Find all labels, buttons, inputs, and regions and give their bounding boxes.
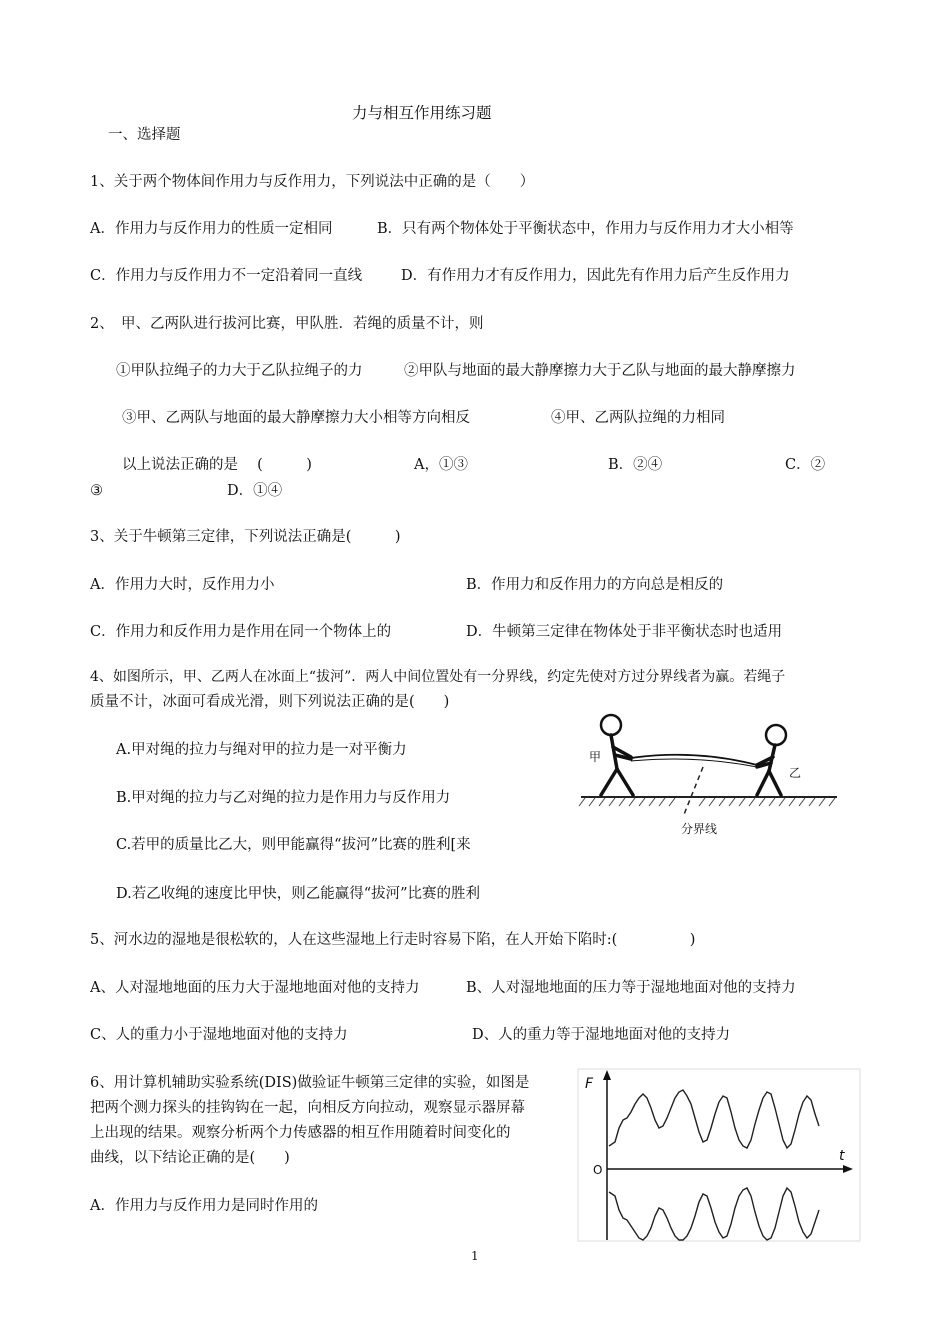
q4-option-c: C.若甲的质量比乙大，则甲能赢得“拔河”比赛的胜利[来 bbox=[116, 837, 471, 853]
q6-stem-line4: 曲线，以下结论正确的是( ) bbox=[90, 1150, 290, 1166]
q2-stem: 2、 甲、乙两队进行拔河比赛，甲队胜．若绳的质量不计，则 bbox=[90, 316, 484, 332]
q5-option-d: D、人的重力等于湿地地面对他的支持力 bbox=[472, 1027, 731, 1043]
tug-of-war-figure bbox=[575, 705, 841, 845]
q6-stem-line2: 把两个测力探头的挂钩钩在一起，向相反方向拉动，观察显示器屏幕 bbox=[90, 1100, 525, 1116]
q4-stem-line1: 4、如图所示，甲、乙两人在冰面上“拔河”．两人中间位置处有一分界线，约定先使对方过分界线者为赢。若绳子 bbox=[90, 669, 786, 685]
q2-option-b: B．②④ bbox=[608, 457, 663, 473]
figure-label-jia: 甲 bbox=[589, 750, 602, 764]
section-heading: 一、选择题 bbox=[108, 127, 181, 143]
y-axis-arrow-icon bbox=[603, 1070, 611, 1080]
q4-stem-line2: 质量不计，冰面可看成光滑，则下列说法正确的是( ) bbox=[90, 694, 450, 710]
q6-option-a: A．作用力与反作用力是同时作用的 bbox=[90, 1198, 318, 1214]
q3-stem: 3、关于牛顿第三定律，下列说法正确是( ) bbox=[90, 529, 401, 545]
q4-option-d: D.若乙收绳的速度比甲快，则乙能赢得“拔河”比赛的胜利 bbox=[116, 886, 481, 902]
q5-option-c: C、人的重力小于湿地地面对他的支持力 bbox=[90, 1027, 348, 1043]
q4-option-a: A.甲对绳的拉力与绳对甲的拉力是一对平衡力 bbox=[116, 742, 407, 758]
q2-statement-1: ①甲队拉绳子的力大于乙队拉绳子的力 bbox=[116, 363, 363, 379]
q2-option-d: D．①④ bbox=[227, 483, 283, 499]
q5-stem: 5、河水边的湿地是很松软的，人在这些湿地上行走时容易下陷，在人开始下陷时:( ) bbox=[90, 932, 696, 948]
figure-label-boundary: 分界线 bbox=[681, 822, 718, 836]
person-yi-icon bbox=[757, 725, 786, 795]
q1-option-b: B．只有两个物体处于平衡状态中，作用力与反作用力才大小相等 bbox=[377, 221, 794, 237]
force-curve-lower bbox=[609, 1188, 819, 1240]
q5-option-a: A、人对湿地地面的压力大于湿地地面对他的支持力 bbox=[90, 980, 420, 996]
page-title: 力与相互作用练习题 bbox=[352, 104, 492, 122]
boundary-line bbox=[683, 767, 703, 817]
q2-option-a: A，①③ bbox=[414, 457, 468, 473]
axis-label-t: t bbox=[839, 1148, 845, 1164]
q1-stem: 1、关于两个物体间作用力与反作用力，下列说法中正确的是（ ） bbox=[90, 174, 535, 190]
q2-prompt: 以上说法正确的是 ( ) bbox=[122, 457, 312, 473]
q5-option-b: B、人对湿地地面的压力等于湿地地面对他的支持力 bbox=[466, 980, 796, 996]
q3-option-d: D．牛顿第三定律在物体处于非平衡状态时也适用 bbox=[466, 624, 783, 640]
q2-option-c-cont: ③ bbox=[90, 483, 103, 499]
axis-label-f: F bbox=[585, 1076, 594, 1092]
x-axis-arrow-icon bbox=[843, 1165, 853, 1173]
q2-statement-4: ④甲、乙两队拉绳的力相同 bbox=[551, 410, 725, 426]
q2-statement-2: ②甲队与地面的最大静摩擦力大于乙队与地面的最大静摩擦力 bbox=[404, 363, 796, 379]
q2-option-c: C．② bbox=[785, 457, 826, 473]
force-curve-upper bbox=[609, 1090, 819, 1148]
q2-statement-3: ③甲、乙两队与地面的最大静摩擦力大小相等方向相反 bbox=[122, 410, 470, 426]
q6-stem-line1: 6、用计算机辅助实验系统(DIS)做验证牛顿第三定律的实验，如图是 bbox=[90, 1075, 530, 1091]
person-jia-icon bbox=[601, 715, 633, 795]
page-number: 1 bbox=[471, 1249, 479, 1263]
q3-option-c: C．作用力和反作用力是作用在同一个物体上的 bbox=[90, 624, 392, 640]
q6-stem-line3: 上出现的结果。观察分析两个力传感器的相互作用随着时间变化的 bbox=[90, 1125, 511, 1141]
axis-label-origin: O bbox=[593, 1163, 603, 1177]
q3-option-b: B．作用力和反作用力的方向总是相反的 bbox=[466, 577, 724, 593]
q1-option-d: D．有作用力才有反作用力，因此先有作用力后产生反作用力 bbox=[401, 268, 790, 284]
figure-label-yi: 乙 bbox=[789, 766, 802, 780]
q4-option-b: B.甲对绳的拉力与乙对绳的拉力是作用力与反作用力 bbox=[116, 790, 451, 806]
force-time-graph bbox=[577, 1068, 863, 1244]
q1-option-a: A．作用力与反作用力的性质一定相同 bbox=[90, 221, 333, 237]
q1-option-c: C．作用力与反作用力不一定沿着同一直线 bbox=[90, 268, 363, 284]
q3-option-a: A．作用力大时，反作用力小 bbox=[90, 577, 275, 593]
